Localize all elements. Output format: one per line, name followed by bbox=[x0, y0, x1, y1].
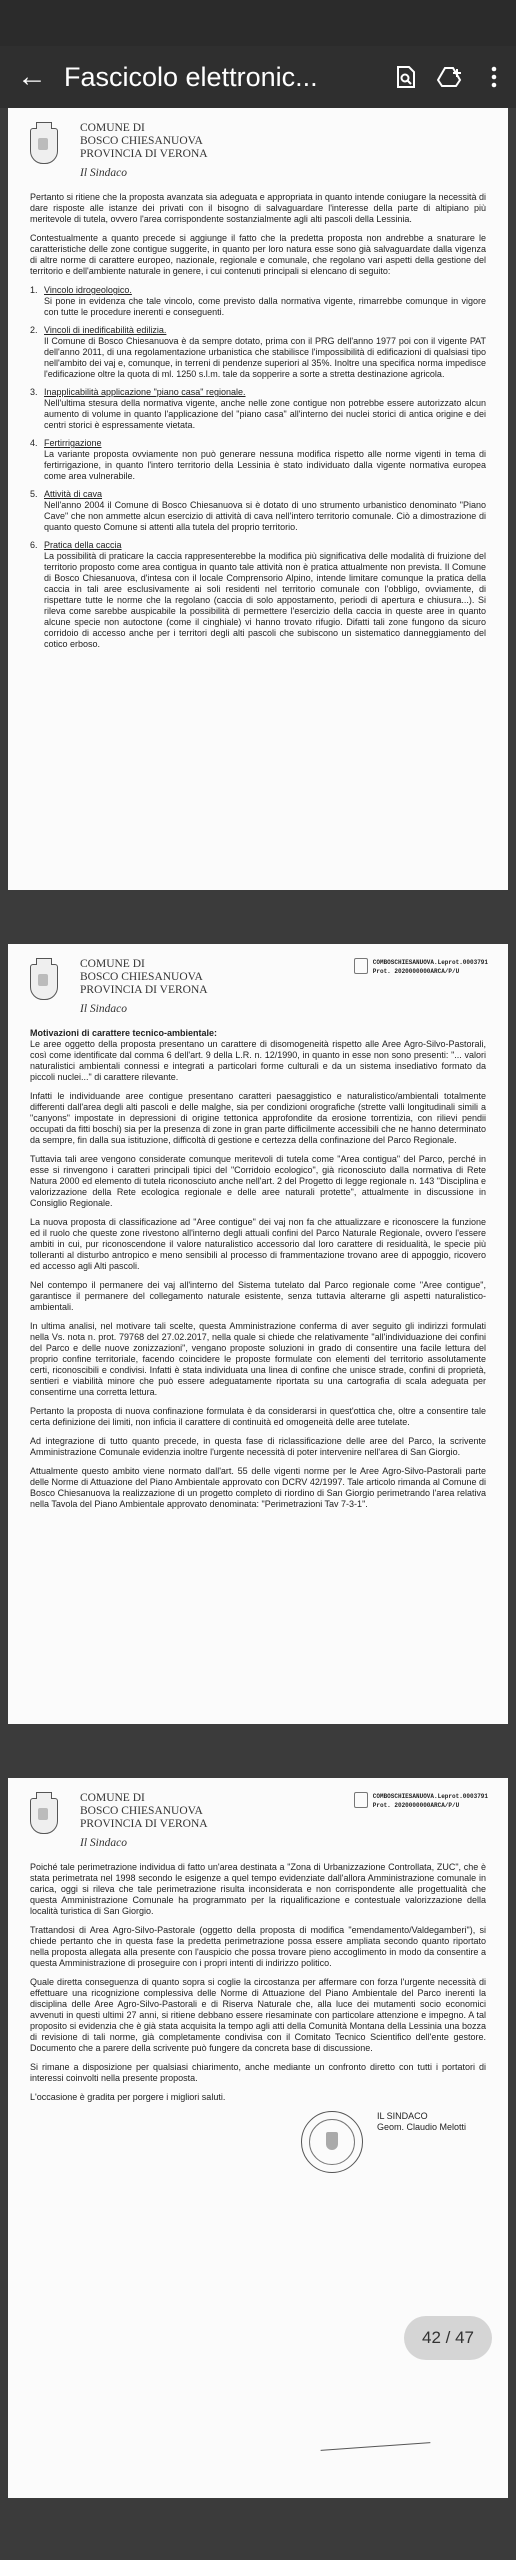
paragraph: Poiché tale perimetrazione individua di fatto un'area destinata a "Zona di Urbanizzazione Controllata, ZUC", che è stata perimetrata nel 1998 secondo le esigenze a quel tempo evidenziate dall'allora Amministrazione comunale in carica, oggi si rileva che tale perimetrazione risulta inconsiderata e non corrispondente alle progettualità che questa Amministrazione Comunale ha programmato per la riqualificazione e contestuale valorizzazione della località turistica di San Giorgio. bbox=[30, 1862, 486, 1916]
constraint-item-title: Fertirrigazione bbox=[44, 438, 102, 448]
constraint-item-title: Inapplicabilità applicazione "piano casa" regionale. bbox=[44, 387, 246, 397]
municipal-crest-icon bbox=[30, 964, 58, 1000]
municipal-crest-icon bbox=[30, 1798, 58, 1834]
constraints-list bbox=[30, 285, 486, 650]
letterhead-text bbox=[80, 1792, 208, 1850]
letterhead bbox=[30, 122, 486, 192]
constraint-item-title: Vincoli di inedificabilità edilizia. bbox=[44, 325, 167, 335]
signature-text bbox=[377, 2111, 466, 2133]
org-line-2: BOSCO CHIESANUOVA bbox=[80, 135, 203, 147]
municipal-crest-icon bbox=[30, 128, 58, 164]
constraint-item-heading bbox=[30, 285, 486, 296]
protocol-number: Prot. 2020000000ARCA/P/U bbox=[372, 1802, 460, 1809]
document-title: Fascicolo elettronic... bbox=[64, 61, 318, 92]
paragraph: Pertanto la proposta di nuova confinazione formulata è da considerarsi in quest'ottica che, oltre a consentire tale certa definizione dei limiti, non inficia il carattere di continuità ed omogeneità delle aree tutelate. bbox=[30, 1406, 486, 1427]
constraint-item-heading bbox=[30, 387, 486, 398]
org-line-3: PROVINCIA DI VERONA bbox=[80, 984, 208, 996]
app-bar bbox=[0, 46, 516, 108]
protocol-code: COMBOSCHIESANUOVA.Leprot.0003791 bbox=[372, 1793, 488, 1800]
paragraph: L'occasione è gradita per porgere i migliori saluti. bbox=[30, 2092, 226, 2102]
paragraph: In ultima analisi, nel motivare tali scelte, questa Amministrazione conferma di aver seguito gli indirizzi formulati nella Vs. nota n. prot. 79768 del 27.02.2017, nella quale si chiede che relativamente "all'individuazione dei confini del Parco e delle nuove zonizzazioni", vengano proposte soluzioni in grado di consentire una facile lettura del proprio confine territoriale, facendo coincidere le proposte formulate con elementi del territorio assolutamente certi, riconoscibili e condivisi. Infatti è stata individuata una linea di confine che unisce strade, confini di proprietà, sentieri e viabilità minore che può essere adeguatamente riportata su una cartografia di scala adeguata per consentirne una corretta lettura. bbox=[30, 1321, 486, 1397]
constraint-item-number: 1. bbox=[30, 285, 38, 295]
constraint-item-number: 3. bbox=[30, 387, 38, 397]
constraint-item bbox=[30, 540, 486, 650]
org-line-1: COMUNE DI bbox=[80, 1792, 145, 1804]
constraint-item-heading bbox=[30, 438, 486, 449]
constraint-item-heading bbox=[30, 540, 486, 551]
paragraph: Ad integrazione di tutto quanto precede, in questa fase di riclassificazione delle aree del Parco, la scrivente Amministrazione Comunale evidenzia inoltre l'urgente necessità di poter intervenire nell'area di San Giorgio. bbox=[30, 1436, 486, 1457]
back-button[interactable]: ← bbox=[17, 60, 47, 93]
org-line-2: BOSCO CHIESANUOVA bbox=[80, 1805, 203, 1817]
org-line-2: BOSCO CHIESANUOVA bbox=[80, 971, 203, 983]
paragraph: Si rimane a disposizione per qualsiasi chiarimento, anche mediante un confronto diretto con tutti i portatori di interessi coinvolti nella presente proposta. bbox=[30, 2062, 486, 2083]
constraint-item bbox=[30, 489, 486, 533]
constraint-item-body: La possibilità di praticare la caccia rappresenterebbe la modifica più significativa delle modalità di fruizione del territorio proposto come area contigua in quanto tale attività non è pratica attualmente non prevista. Il Comune di Bosco Chiesanuova, d'intesa con il locale Comprensorio Alpino, intende limitare comunque la pratica della caccia in tali aree esclusivamente ai soli residenti nel territorio comunale con l'obbligo, ovviamente, di rispettare tutte le norme che la regolano (caccia di solo appostamento, periodi di apertura e chiusura...). Si rileva come sarebbe auspicabile la possibilità di permettere l'esercizio della caccia in queste aree in quanto alcune specie non autoctone (come il cinghiale) vi hanno trovato rifugio. Difatti tali zone fungono da sicuro corridoio di accesso anche per i territori degli alti pascoli che subiscono un sistematico danneggiamento del cotico erboso. bbox=[44, 551, 486, 649]
letterhead-text bbox=[80, 958, 208, 1016]
page-2-body bbox=[30, 1039, 486, 1510]
protocol-code: COMBOSCHIESANUOVA.Leprot.0003791 bbox=[372, 959, 488, 966]
official-stamp-icon bbox=[301, 2111, 363, 2173]
signatory-label: Il Sindaco bbox=[80, 1003, 127, 1015]
more-options-button[interactable] bbox=[472, 46, 516, 108]
paragraph: Le aree oggetto della proposta presentano un carattere di disomogeneità rispetto alle Aree Agro-Silvo-Pastorali, così come identificate dal comma 6 dell'art. 9 della L.R. n. 12/1990, in quanto in esse non sono presenti: "... valori naturalistici ambientali connessi e integrati a particolari forme culturali e da un sistema insediativo formato da piccoli nuclei..." di carattere rilevante. bbox=[30, 1039, 486, 1082]
paragraph: Infatti le individuande aree contigue presentano caratteri paesaggistico e naturalistico/ambientali totalmente differenti dall'area degli alti pascoli e delle malghe, sia per condizioni orografiche (strette valli longitudinali simili a "canyons" impostate in depressioni di origine tettonica approfondite da erosione torrentizia, con rilievi pendii occupati da fitti boschi) sia per la presenza di zone in gran parte difficilmente accessibili che ne hanno determinato da sempre, fin dalla sua istituzione, difficoltà di gestione e certezza della confinazione del Parco Regionale. bbox=[30, 1091, 486, 1145]
paragraph: Contestualmente a quanto precede si aggiunge il fatto che la predetta proposta non andrebbe a snaturare le caratteristiche delle zone contigue suggerite, in quanto per loro natura esse sono già salvaguardate dalla vigenza di altre norme di carattere europeo, nazionale, regionale e comunale, che regolano vari aspetti della gestione del territorio e dell'ambiente naturale in genere, i cui contenuti principali si elencano di seguito: bbox=[30, 233, 486, 276]
paragraph: Attualmente questo ambito viene normato dall'art. 55 delle vigenti norme per le Aree Agro-Silvo-Pastorali parte delle Norme di Attuazione del Piano Ambientale approvato con DCRV 42/1997. Tale articolo rimanda al Comune di Bosco Chiesanuova la realizzazione di un progetto completo di riordino di San Giorgio perimetrando l'area relativa nella Tavola del Piano Ambientale approvato denominata: "Perimetrazioni Tav 7-3-1". bbox=[30, 1466, 486, 1509]
constraint-item-body: Si pone in evidenza che tale vincolo, come previsto dalla normativa vigente, rimarrebbe comunque in vigore con tutte le procedure inerenti e conseguenti. bbox=[44, 296, 486, 317]
org-line-3: PROVINCIA DI VERONA bbox=[80, 148, 208, 160]
letterhead-text bbox=[80, 122, 208, 180]
constraint-item-title: Vincolo idrogeologico. bbox=[44, 285, 132, 295]
add-to-drive-button[interactable] bbox=[428, 46, 472, 108]
paragraph: Quale diretta conseguenza di quanto sopra si coglie la circostanza per affermare con forza l'urgente necessità di effettuare una ricognizione complessiva delle Norme di Attuazione del Piano Ambientale del Parco inerenti la disciplina delle Aree Agro-Silvo-Pastorali e di Riserva Naturale che, alla luce dei mutamenti socio economici avvenuti in questi ultimi 27 anni, si ritiene debbano essere riesaminate con particolare attenzione e impegno. A tal proposito si evidenzia che è già stata acquisita la tempo agli atti della Comunità Montana della Lessinia una bozza di revisione di tali norme, già completamente condivisa con il Comitato Tecnico Scientifico dell'ente gestore. Documento che a parere della scrivente può fungere da concreta base di discussione. bbox=[30, 1977, 486, 2053]
paragraph: Pertanto si ritiene che la proposta avanzata sia adeguata e appropriata in quanto intende coniugare la necessità di dare risposte alle istanze dei privati con il bisogno di salvaguardare l'interesse della parte di altipiano più meritevole di tutela, ovvero l'area corrispondente sostanzialmente agli alti pascoli della Lessinia. bbox=[30, 192, 486, 224]
signature-name: Geom. Claudio Melotti bbox=[376, 2122, 466, 2132]
protocol-stamp bbox=[354, 958, 488, 976]
constraint-item-body: La variante proposta ovviamente non può generare nessuna modifica rispetto alle norme vigenti in tema di fertirrigazione, in quanto l'intero territorio della Lessinia è stato individuato dalla vigente normativa europea come area vulnerabile. bbox=[44, 449, 486, 481]
section-heading: Motivazioni di carattere tecnico-ambientale: bbox=[30, 1028, 218, 1038]
constraint-item-body: Nell'anno 2004 il Comune di Bosco Chiesanuova si è dotato di uno strumento urbanistico denominato "Piano Cave" che non ammette alcun esercizio di attività di cava nell'intero territorio comunale. Ciò a dimostrazione di quanto questo Comune si attenti alla tutela del proprio territorio. bbox=[44, 500, 486, 532]
paragraph: La nuova proposta di classificazione ad "Aree contigue" dei vaj non fa che attualizzare e riconoscere la funzione ed il ruolo che queste zone rivestono all'interno degli attuali confini del Parco Naturale Regionale, ovvero l'essere ambiti in cui, pur riconoscendone il valore naturalistico accessorio dal loro carattere di residualità, le specie più tolleranti al disturbo antropico e meno sensibili al processo di frammentazione trovano aree di appoggio, ricovero ed accesso agli Alti pascoli. bbox=[30, 1217, 486, 1271]
paragraph: Trattandosi di Area Agro-Silvo-Pastorale (oggetto della proposta di modifica "emendamento/Valdegamberi"), si chiede pertanto che in questa fase la predetta perimetrazione possa essere ampliata secondo quanto riportato nella proposta allegata alla presente con l'auspicio che possa trovare pieno accoglimento in modo da consentire a questa Amministrazione di proseguire con i propri intenti di indirizzo politico. bbox=[30, 1925, 486, 1968]
page-indicator: 42 / 47 bbox=[404, 2316, 492, 2360]
signatory-label: Il Sindaco bbox=[80, 167, 127, 179]
search-document-icon bbox=[395, 65, 417, 89]
page-3-body bbox=[30, 1862, 486, 2103]
constraint-item-heading bbox=[30, 325, 486, 336]
org-line-3: PROVINCIA DI VERONA bbox=[80, 1818, 208, 1830]
constraint-item bbox=[30, 387, 486, 431]
document-page-1 bbox=[8, 108, 508, 890]
signatory-label: Il Sindaco bbox=[80, 1837, 127, 1849]
constraint-item-title: Attività di cava bbox=[44, 489, 103, 499]
status-bar bbox=[0, 0, 516, 46]
constraint-item bbox=[30, 325, 486, 380]
add-to-drive-icon bbox=[437, 66, 463, 88]
signature-block bbox=[30, 2111, 486, 2173]
org-line-1: COMUNE DI bbox=[80, 958, 145, 970]
search-document-button[interactable] bbox=[384, 46, 428, 108]
handwritten-signature bbox=[320, 2428, 431, 2451]
constraint-item-body: Il Comune di Bosco Chiesanuova è da sempre dotato, prima con il PRG dell'anno 1977 poi con il vigente PAT dell'anno 2011, di una regolamentazione urbanistica che stabilisce l'impossibilità di edificazioni di qualsiasi tipo nell'ambito dei vaj e, comunque, in terreni di pendenze superiori al 35%. Inoltre una specifica norma impedisce l'edificazione oltre la quota di ml. 1250 s.l.m. tale da sopperire a sorte a stretta destinazione agricola. bbox=[44, 336, 486, 379]
constraint-item-number: 2. bbox=[30, 325, 38, 335]
document-page-2 bbox=[8, 944, 508, 1724]
protocol-stamp bbox=[354, 1792, 488, 1810]
more-options-icon bbox=[491, 66, 497, 88]
constraint-item-number: 6. bbox=[30, 540, 38, 550]
constraint-item bbox=[30, 438, 486, 482]
constraint-item-number: 5. bbox=[30, 489, 38, 499]
org-line-1: COMUNE DI bbox=[80, 122, 145, 134]
protocol-seal-icon bbox=[354, 1792, 368, 1808]
constraint-item-body: Nell'ultima stesura della normativa vigente, anche nelle zone contigue non potrebbe essere autorizzato alcun aumento di volume in quanto l'applicazione del "piano casa" all'interno dei nuclei storici di antica origine e dei centri storici è espressamente vietata. bbox=[44, 398, 486, 430]
protocol-seal-icon bbox=[354, 958, 368, 974]
constraint-item-heading bbox=[30, 489, 486, 500]
paragraph: Tuttavia tali aree vengono considerate comunque meritevoli di tutela come "Area contigua" del Parco, perché in esse si rinvengono i caratteri principali tipici del "Corridoio ecologico", già riconosciuto dalla normativa di Rete Natura 2000 ed elemento di tutela riconosciuto anche nell'art. 2 del Progetto di legge regionale n. 143 "Disciplina e valorizzazione della Rete ecologica regionale e delle aree naturali protette", attualmente in discussione in Consiglio Regionale. bbox=[30, 1154, 486, 1208]
constraint-item bbox=[30, 285, 486, 318]
document-page-3 bbox=[8, 1778, 508, 2498]
protocol-number: Prot. 2020000000ARCA/P/U bbox=[372, 968, 460, 975]
constraint-item-title: Pratica della caccia bbox=[44, 540, 122, 550]
constraint-item-number: 4. bbox=[30, 438, 38, 448]
signature-title: IL SINDACO bbox=[376, 2111, 428, 2121]
paragraph: Nel contempo il permanere dei vaj all'interno del Sistema tutelato dal Parco regionale come "Aree contigue", garantisce il permanere del collegamento naturale esistente, senza tuttavia alterarne gli aspetti naturalistico-ambientali. bbox=[30, 1280, 486, 1312]
